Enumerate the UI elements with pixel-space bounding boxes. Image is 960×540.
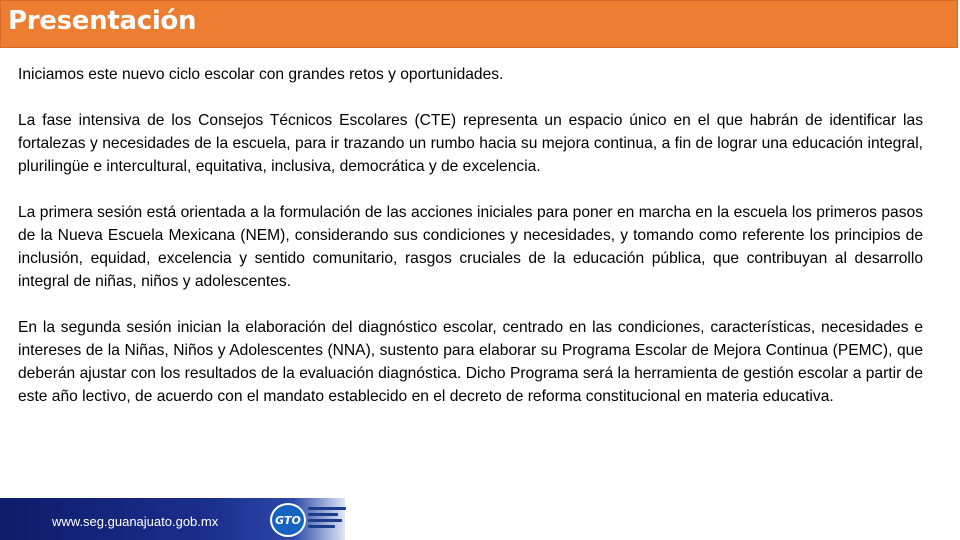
title-bar xyxy=(0,0,958,48)
gto-logo-icon xyxy=(270,503,306,537)
content-body xyxy=(18,63,923,408)
gto-logo-text: GTO xyxy=(275,513,301,527)
paragraph-first-session: La primera sesión está orientada a la formulación de las acciones iniciales para poner en marcha en la escuela los primeros pasos de la Nueva Escuela Mexicana (NEM), considerando sus condiciones y necesidades, y tomando como referente los principios de inclusión, equidad, excelencia y sentido comunitario, rasgos cruciales de la educación pública, que contribuyan al desarrollo integral de niñas, niños y adolescentes. xyxy=(18,204,923,290)
page-title: Presentación xyxy=(8,6,197,36)
paragraph-cte: La fase intensiva de los Consejos Técnicos Escolares (CTE) representa un espacio único en el que habrán de identificar las fortalezas y necesidades de la escuela, para ir trazando un rumbo hacia su mejora continua, a fin de lograr una educación integral, plurilingüe e intercultural, equitativa, inclusiva, democrática y de excelencia. xyxy=(18,112,923,175)
paragraph-second-session: En la segunda sesión inician la elaboración del diagnóstico escolar, centrado en las condiciones, características, necesidades e intereses de la Niñas, Niños y Adolescentes (NNA), sustento para elaborar su Programa Escolar de Mejora Continua (PEMC), que deberán ajustar con los resultados de la evaluación diagnóstica. Dicho Programa será la herramienta de gestión escolar a partir de este año lectivo, de acuerdo con el mandato establecido en el decreto de reforma constitucional en materia educativa. xyxy=(18,319,923,405)
paragraph-intro: Iniciamos este nuevo ciclo escolar con grandes retos y oportunidades. xyxy=(18,66,504,83)
gto-tagline-icon xyxy=(308,507,346,531)
footer-url-link[interactable]: www.seg.guanajuato.gob.mx xyxy=(52,514,219,529)
